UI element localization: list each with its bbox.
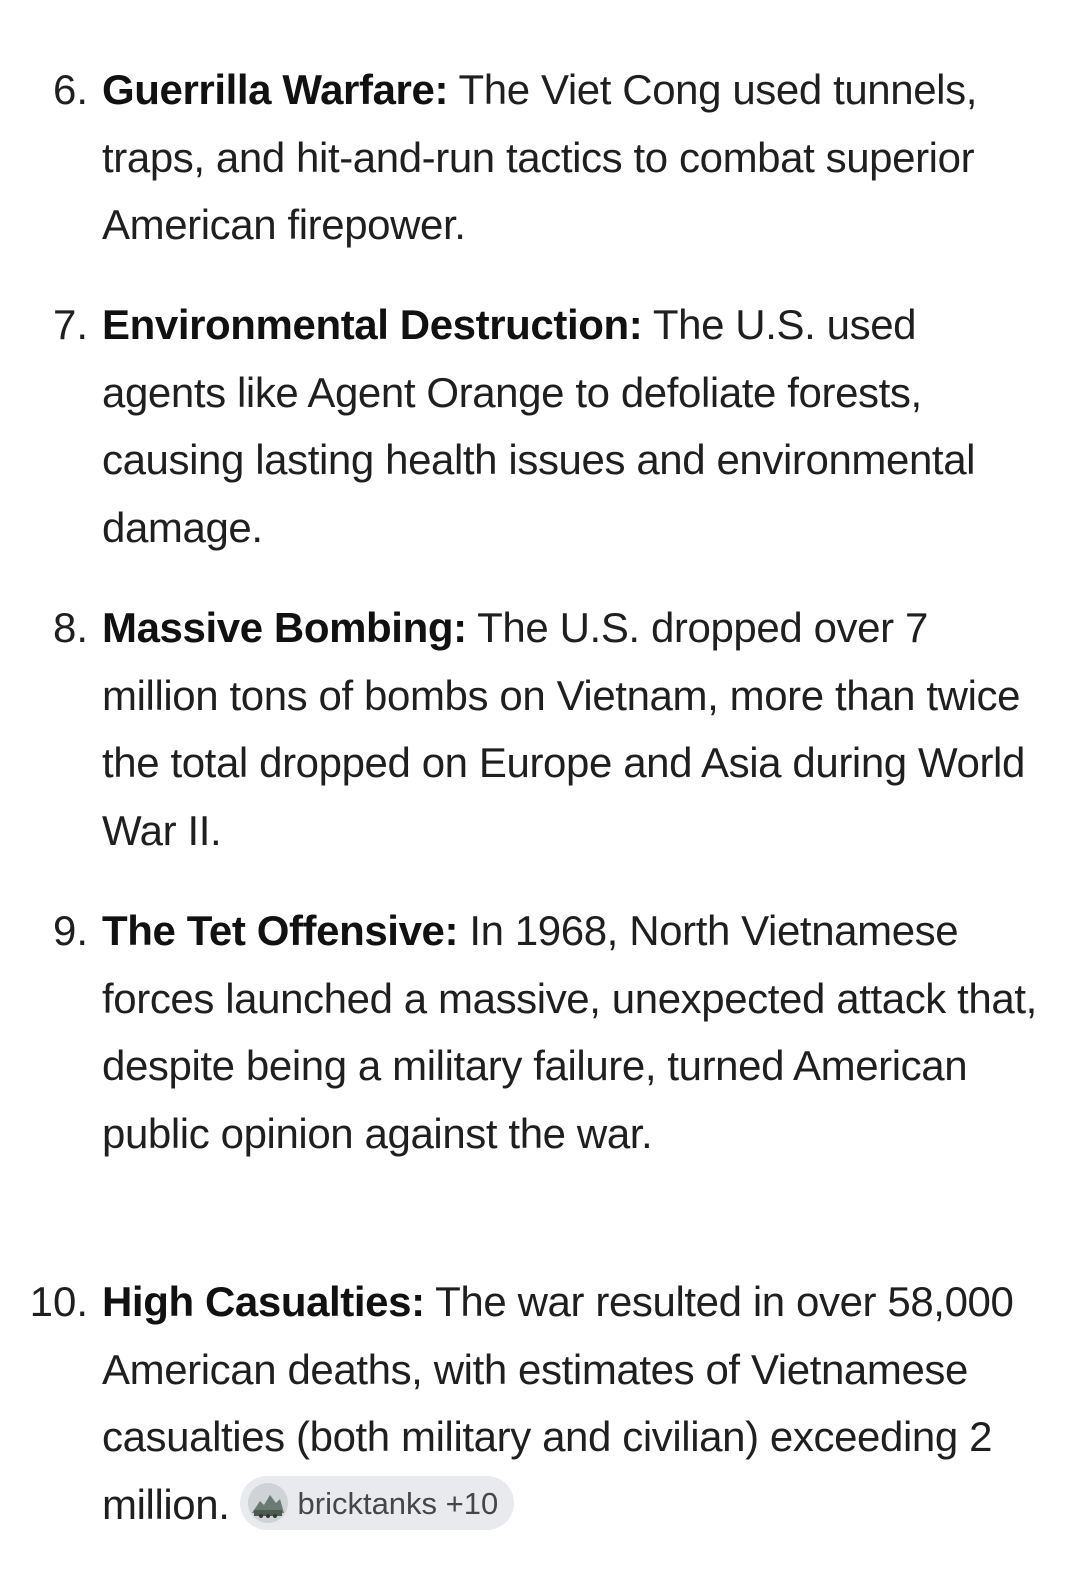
list-item-body [102, 1268, 1042, 1538]
list-number: 6. [52, 66, 88, 113]
source-thumbnail-icon [248, 1483, 288, 1523]
source-chip-label: bricktanks +10 [297, 1485, 499, 1521]
list-item-title: The Tet Offensive: [102, 907, 459, 954]
list-item-body [102, 291, 1042, 561]
list-number: 9. [52, 907, 88, 954]
list-item-title: Environmental Destruction: [102, 301, 643, 348]
source-chip[interactable] [240, 1476, 515, 1530]
list-item-text: The Viet Cong used tunnels, traps, and hit-and-run tactics to combat superior American firepower. [102, 66, 977, 248]
list-item-body [102, 594, 1042, 864]
list-item-text: In 1968, North Vietnamese forces launched a massive, unexpected attack that, despite being a military failure, turned American public opinion against the war. [102, 907, 1037, 1157]
list-item-text: The U.S. used agents like Agent Orange to defoliate forests, causing lasting health issues and environmental damage. [102, 301, 976, 551]
list-number: 8. [52, 604, 88, 651]
list-number: 7. [52, 301, 88, 348]
list-item-title: Guerrilla Warfare: [102, 66, 449, 113]
list-item-body [102, 897, 1042, 1167]
list-item-text: The war resulted in over 58,000 American deaths, with estimates of Vietnamese casualties (both military and civilian) exceeding 2 million. [102, 1278, 1014, 1528]
list-item-body [102, 56, 1042, 259]
list-item-title: High Casualties: [102, 1278, 425, 1325]
list-item-title: Massive Bombing: [102, 604, 467, 651]
list-item-text: The U.S. dropped over 7 million tons of bombs on Vietnam, more than twice the total dropped on Europe and Asia during World War II. [102, 604, 1025, 854]
list-number: 10. [29, 1278, 88, 1325]
